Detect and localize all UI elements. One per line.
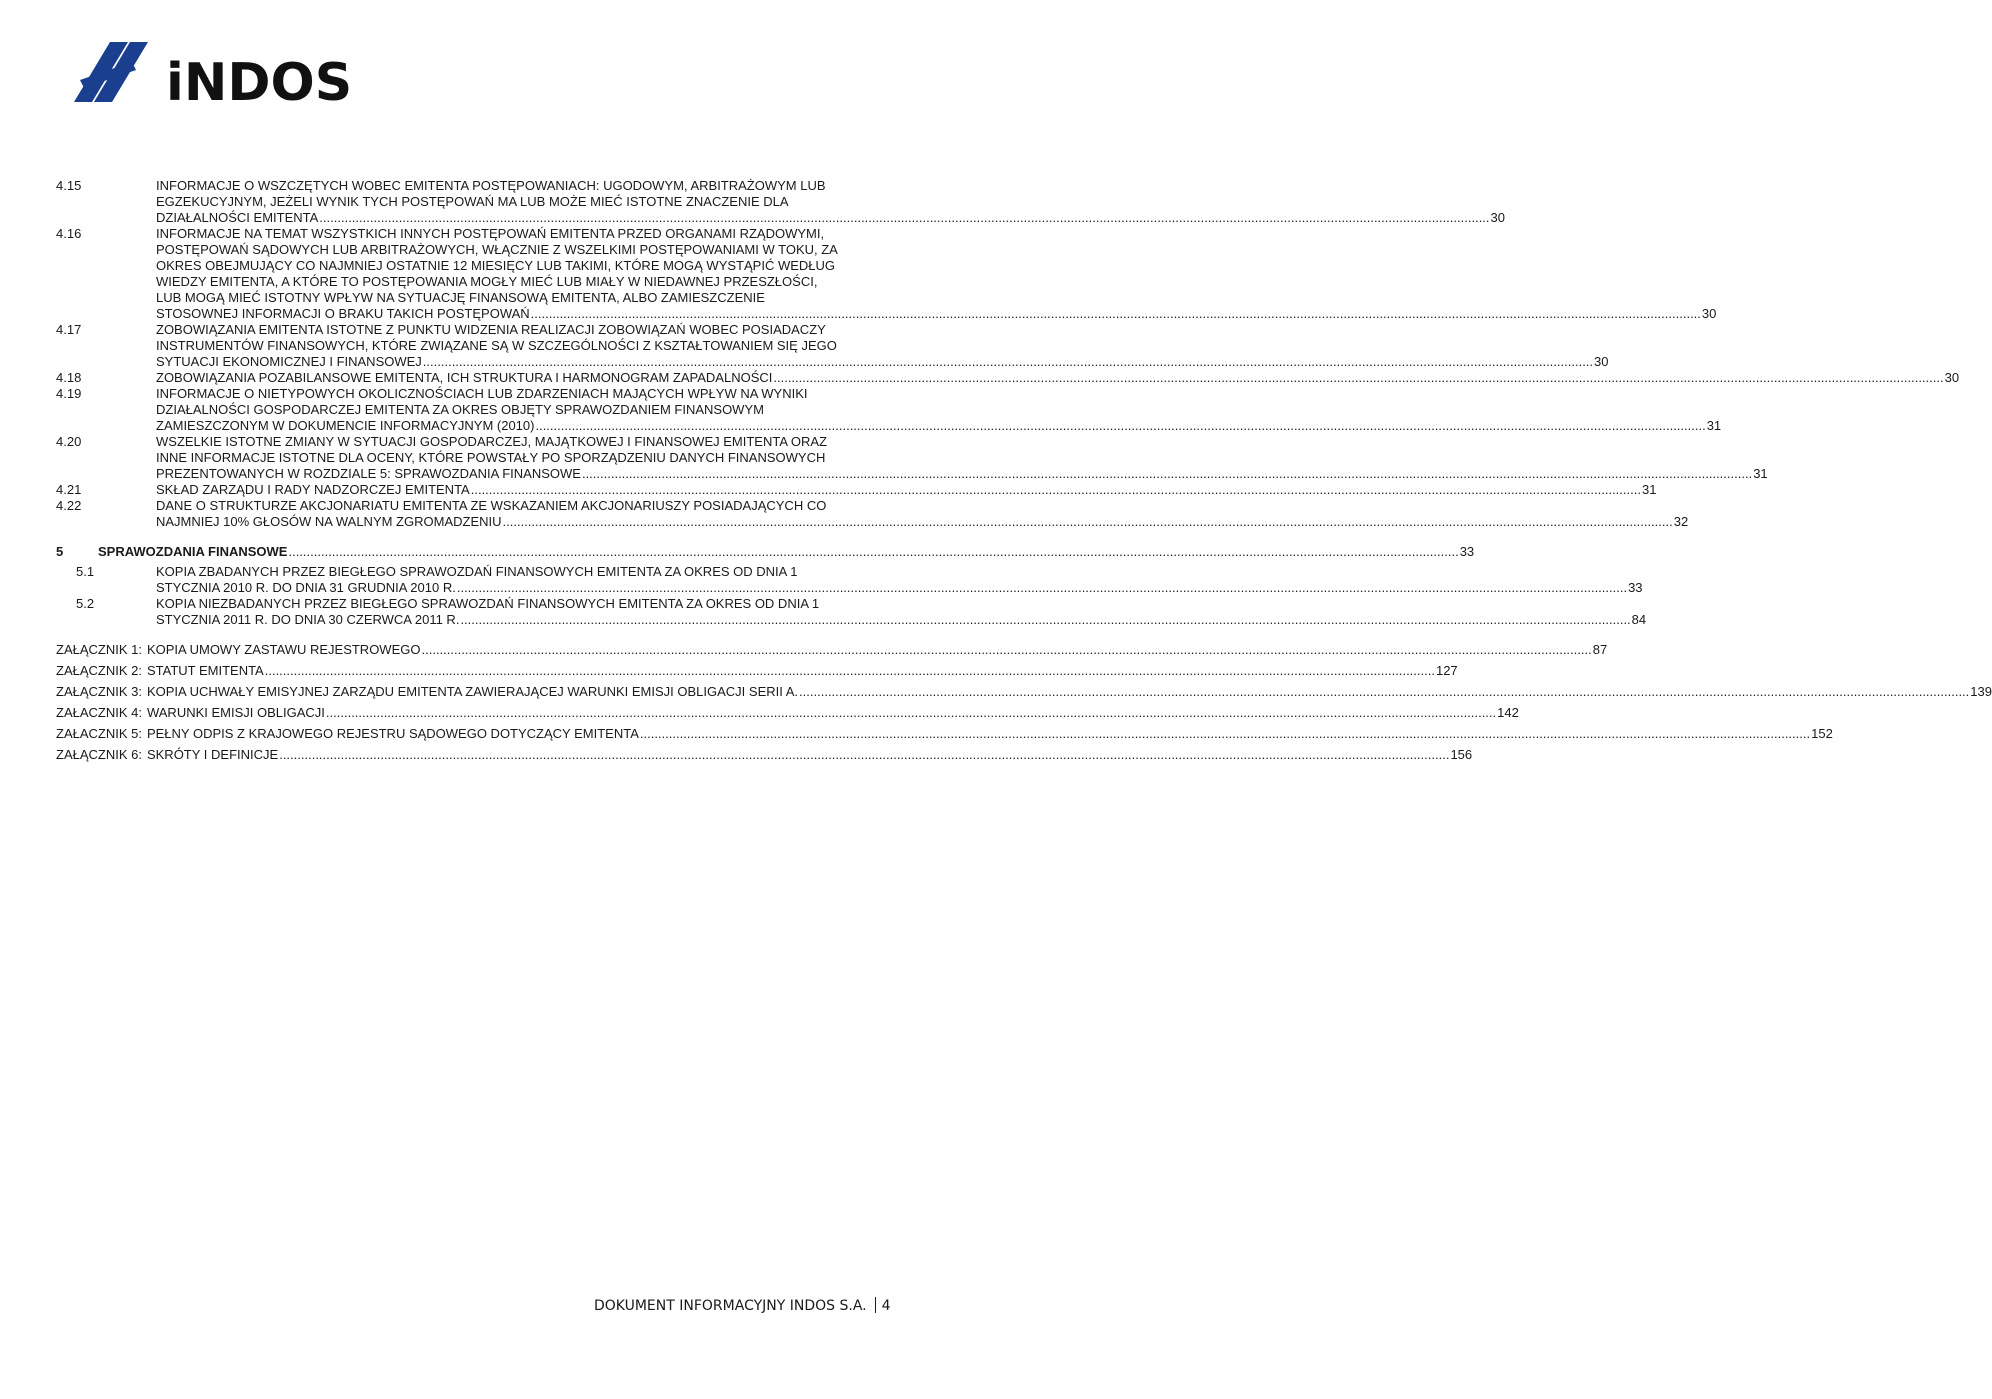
toc-page-number: 152	[1811, 726, 1833, 741]
attachment-title: WARUNKI EMISJI OBLIGACJI	[146, 705, 325, 720]
toc-page-number: 30	[1701, 306, 1717, 321]
toc-page-number: 30	[1490, 210, 1505, 225]
toc-entry-line: DZIAŁALNOŚCI GOSPODARCZEJ EMITENTA ZA OKRES OBJĘTY SPRAWOZDANIEM FINANSOWYM	[156, 402, 764, 417]
toc-page-number: 84	[1631, 612, 1647, 627]
toc-entry-body	[156, 226, 1716, 322]
toc-entry-number: 5.1	[76, 564, 95, 579]
toc-section-title: SPRAWOZDANIA FINANSOWE	[98, 544, 288, 559]
toc-entry-body	[156, 322, 1609, 370]
toc-entry[interactable]	[56, 226, 1717, 322]
dot-leader	[319, 210, 1489, 226]
toc-entry-leader-line	[156, 306, 1716, 322]
toc-attachment-entry[interactable]	[56, 726, 1833, 742]
table-of-contents	[56, 178, 1992, 768]
toc-entry-line: DANE O STRUKTURZE AKCJONARIATU EMITENTA ZE WSKAZANIEM AKCJONARIUSZY POSIADAJĄCYCH CO	[156, 498, 827, 513]
toc-page-number: 139	[1970, 684, 1992, 699]
toc-entry-line: INSTRUMENTÓW FINANSOWYCH, KTÓRE ZWIĄZANE SĄ W SZCZEGÓLNOŚCI Z KSZTAŁTOWANIEM SIĘ JEGO	[156, 338, 837, 353]
toc-entry[interactable]	[56, 434, 1768, 482]
toc-entry-leader-line	[156, 482, 1656, 498]
toc-entry-leader-line	[156, 370, 1959, 386]
dot-leader	[640, 726, 1810, 742]
attachment-title: KOPIA UMOWY ZASTAWU REJESTROWEGO	[146, 642, 421, 657]
toc-entry-last-line: PREZENTOWANYCH W ROZDZIALE 5: SPRAWOZDANIA FINANSOWE	[156, 466, 581, 481]
spacer	[56, 628, 904, 642]
toc-entry-leader-line	[156, 210, 1505, 226]
dot-leader	[423, 354, 1593, 370]
toc-entry-leader-line	[156, 354, 1609, 370]
attachment-prefix: ZAŁACZNIK 4:	[56, 705, 142, 720]
toc-entry-body	[156, 564, 1643, 596]
toc-entry-number: 4.16	[56, 226, 82, 241]
attachment-title: SKRÓTY I DEFINICJE	[146, 747, 279, 762]
dot-leader	[326, 705, 1496, 721]
toc-entry-line: KOPIA ZBADANYCH PRZEZ BIEGŁEGO SPRAWOZDAŃ FINANSOWYCH EMITENTA ZA OKRES OD DNIA 1	[156, 564, 798, 579]
dot-leader	[460, 612, 1630, 628]
toc-entry-number: 4.22	[56, 498, 82, 513]
toc-entry[interactable]	[56, 482, 1657, 498]
toc-page-number: 32	[1673, 514, 1689, 529]
toc-entry-body	[156, 370, 1959, 386]
toc-entry-last-line: ZAMIESZCZONYM W DOKUMENCIE INFORMACYJNYM (2010)	[156, 418, 535, 433]
toc-attachment-entry[interactable]	[56, 747, 1473, 763]
toc-page-number: 30	[1944, 370, 1960, 385]
toc-entry[interactable]	[56, 386, 1722, 434]
toc-page-number: 156	[1450, 747, 1473, 762]
dot-leader	[457, 580, 1627, 596]
toc-entry-last-line: NAJMNIEJ 10% GŁOSÓW NA WALNYM ZGROMADZENIU	[156, 514, 502, 529]
dot-leader	[531, 306, 1701, 322]
toc-entry-number: 4.18	[56, 370, 82, 385]
toc-entry-last-line: SYTUACJI EKONOMICZNEJ I FINANSOWEJ	[156, 354, 422, 369]
toc-entry-leader-line	[156, 418, 1721, 434]
attachment-prefix: ZAŁĄCZNIK 1:	[56, 642, 142, 657]
toc-page-number: 31	[1641, 482, 1657, 497]
dot-leader	[535, 418, 1705, 434]
toc-entry-line: WSZELKIE ISTOTNE ZMIANY W SYTUACJI GOSPODARCZEJ, MAJĄTKOWEJ I FINANSOWEJ EMITENTA ORAZ	[156, 434, 828, 449]
attachment-prefix: ZAŁĄCZNIK 6:	[56, 747, 142, 762]
toc-entry-line: LUB MOGĄ MIEĆ ISTOTNY WPŁYW NA SYTUACJĘ FINANSOWĄ EMITENTA, ALBO ZAMIESZCZENIE	[156, 290, 765, 305]
toc-entry[interactable]	[56, 498, 1689, 530]
toc-entry-line: INNE INFORMACJE ISTOTNE DLA OCENY, KTÓRE POWSTAŁY PO SPORZĄDZENIU DANYCH FINANSOWYCH	[156, 450, 826, 465]
toc-page-number: 33	[1628, 580, 1643, 595]
toc-entry-line: OKRES OBEJMUJĄCY CO NAJMNIEJ OSTATNIE 12 MIESIĘCY LUB TAKIMI, KTÓRE MOGĄ WYSTĄPIĆ WEDŁUG	[156, 258, 836, 273]
toc-entry-number: 4.20	[56, 434, 82, 449]
dot-leader	[471, 482, 1641, 498]
toc-entry-body	[156, 482, 1656, 498]
toc-entry-body	[156, 178, 1505, 226]
toc-entry-line: KOPIA NIEZBADANYCH PRZEZ BIEGŁEGO SPRAWOZDAŃ FINANSOWYCH EMITENTA ZA OKRES OD DNIA 1	[156, 596, 820, 611]
attachment-title: STATUT EMITENTA	[146, 663, 264, 678]
dot-leader	[288, 544, 1458, 560]
toc-entry[interactable]	[56, 564, 1643, 596]
toc-entry-number: 4.19	[56, 386, 82, 401]
toc-section-number: 5	[56, 544, 64, 559]
attachment-title: PEŁNY ODPIS Z KRAJOWEGO REJESTRU SĄDOWEGO DOTYCZĄCY EMITENTA	[146, 726, 639, 741]
toc-entry-last-line: STYCZNIA 2010 R. DO DNIA 31 GRUDNIA 2010 R.	[156, 580, 456, 595]
toc-entry-leader-line	[156, 466, 1768, 482]
toc-entry-body	[156, 498, 1688, 530]
toc-entry[interactable]	[56, 596, 1647, 628]
dot-leader	[773, 370, 1943, 386]
toc-entry-body	[156, 386, 1721, 434]
toc-entry-last-line: STOSOWNEJ INFORMACJI O BRAKU TAKICH POSTĘPOWAŃ	[156, 306, 530, 321]
toc-attachment-entry[interactable]	[56, 663, 1458, 679]
toc-entry-line: ZOBOWIĄZANIA EMITENTA ISTOTNE Z PUNKTU WIDZENIA REALIZACJI ZOBOWIĄZAŃ WOBEC POSIADACZY	[156, 322, 826, 337]
toc-entry-last-line: SKŁAD ZARZĄDU I RADY NADZORCZEJ EMITENTA	[156, 482, 470, 497]
toc-entry-leader-line	[156, 514, 1688, 530]
indos-logo-mark	[70, 40, 353, 113]
toc-page-number: 31	[1753, 466, 1768, 481]
dot-leader	[279, 747, 1449, 763]
toc-attachment-entry[interactable]	[56, 684, 1992, 700]
toc-entry-line: POSTĘPOWAŃ SĄDOWYCH LUB ARBITRAŻOWYCH, WŁĄCZNIE Z WSZELKIMI POSTĘPOWANIAMI W TOKU, ZA	[156, 242, 838, 257]
indos-logo	[70, 40, 353, 113]
toc-entry-line: INFORMACJE NA TEMAT WSZYSTKICH INNYCH POSTĘPOWAŃ EMITENTA PRZED ORGANAMI RZĄDOWYMI,	[156, 226, 825, 241]
toc-page-number: 31	[1706, 418, 1722, 433]
attachment-prefix: ZAŁĄCZNIK 3:	[56, 684, 142, 699]
logo-wordmark: iNDOS	[166, 53, 353, 113]
toc-entry-body	[156, 434, 1768, 482]
dot-leader	[503, 514, 1673, 530]
toc-entry-line: INFORMACJE O WSZCZĘTYCH WOBEC EMITENTA POSTĘPOWANIACH: UGODOWYM, ARBITRAŻOWYM LUB	[156, 178, 826, 193]
toc-attachment-entry[interactable]	[56, 642, 1608, 658]
toc-entry-number: 4.15	[56, 178, 82, 193]
toc-entry-line: WIEDZY EMITENTA, A KTÓRE TO POSTĘPOWANIA MOGŁY MIEĆ LUB MIAŁY W NIEDAWNEJ PRZESZŁOŚCI,	[156, 274, 818, 289]
toc-section-entry[interactable]	[56, 544, 1475, 560]
dot-leader	[265, 663, 1435, 679]
toc-page-number: 127	[1435, 663, 1458, 678]
toc-entry-line: EGZEKUCYJNYM, JEŻELI WYNIK TYCH POSTĘPOWAŃ MA LUB MOŻE MIEĆ ISTOTNE ZNACZENIE DLA	[156, 194, 789, 209]
toc-entry-line: INFORMACJE O NIETYPOWYCH OKOLICZNOŚCIACH LUB ZDARZENIACH MAJĄCYCH WPŁYW NA WYNIKI	[156, 386, 808, 401]
dot-leader	[421, 642, 1591, 658]
attachment-prefix: ZAŁACZNIK 5:	[56, 726, 142, 741]
page-footer	[594, 1297, 891, 1314]
toc-section-body	[98, 544, 1474, 560]
toc-entry-last-line: ZOBOWIĄZANIA POZABILANSOWE EMITENTA, ICH STRUKTURA I HARMONOGRAM ZAPADALNOŚCI	[156, 370, 773, 385]
toc-entry[interactable]	[56, 322, 1609, 370]
toc-entry[interactable]	[56, 178, 1505, 226]
toc-entry[interactable]	[56, 370, 1960, 386]
toc-entry-last-line: DZIAŁALNOŚCI EMITENTA	[156, 210, 319, 225]
toc-entry-number: 5.2	[76, 596, 95, 611]
toc-entry-body	[156, 596, 1646, 628]
toc-attachment-entry[interactable]	[56, 705, 1519, 721]
toc-page-number: 30	[1594, 354, 1609, 369]
toc-page-number: 33	[1459, 544, 1475, 559]
toc-page-number: 142	[1497, 705, 1519, 720]
attachment-prefix: ZAŁĄCZNIK 2:	[56, 663, 142, 678]
dot-leader	[582, 466, 1752, 482]
footer-divider	[875, 1297, 876, 1313]
toc-entry-last-line: STYCZNIA 2011 R. DO DNIA 30 CZERWCA 2011 R.	[156, 612, 460, 627]
toc-entry-leader-line	[156, 580, 1643, 596]
dot-leader	[799, 684, 1969, 700]
toc-entry-leader-line	[156, 612, 1646, 628]
toc-entry-number: 4.17	[56, 322, 82, 337]
footer-page-number: 4	[881, 1298, 891, 1314]
toc-entry-number: 4.21	[56, 482, 82, 497]
toc-page-number: 87	[1592, 642, 1608, 657]
attachment-title: KOPIA UCHWAŁY EMISYJNEJ ZARZĄDU EMITENTA ZAWIERAJĄCEJ WARUNKI EMISJI OBLIGACJI SERII A.	[146, 684, 799, 699]
footer-title: DOKUMENT INFORMACYJNY INDOS S.A.	[594, 1298, 867, 1314]
